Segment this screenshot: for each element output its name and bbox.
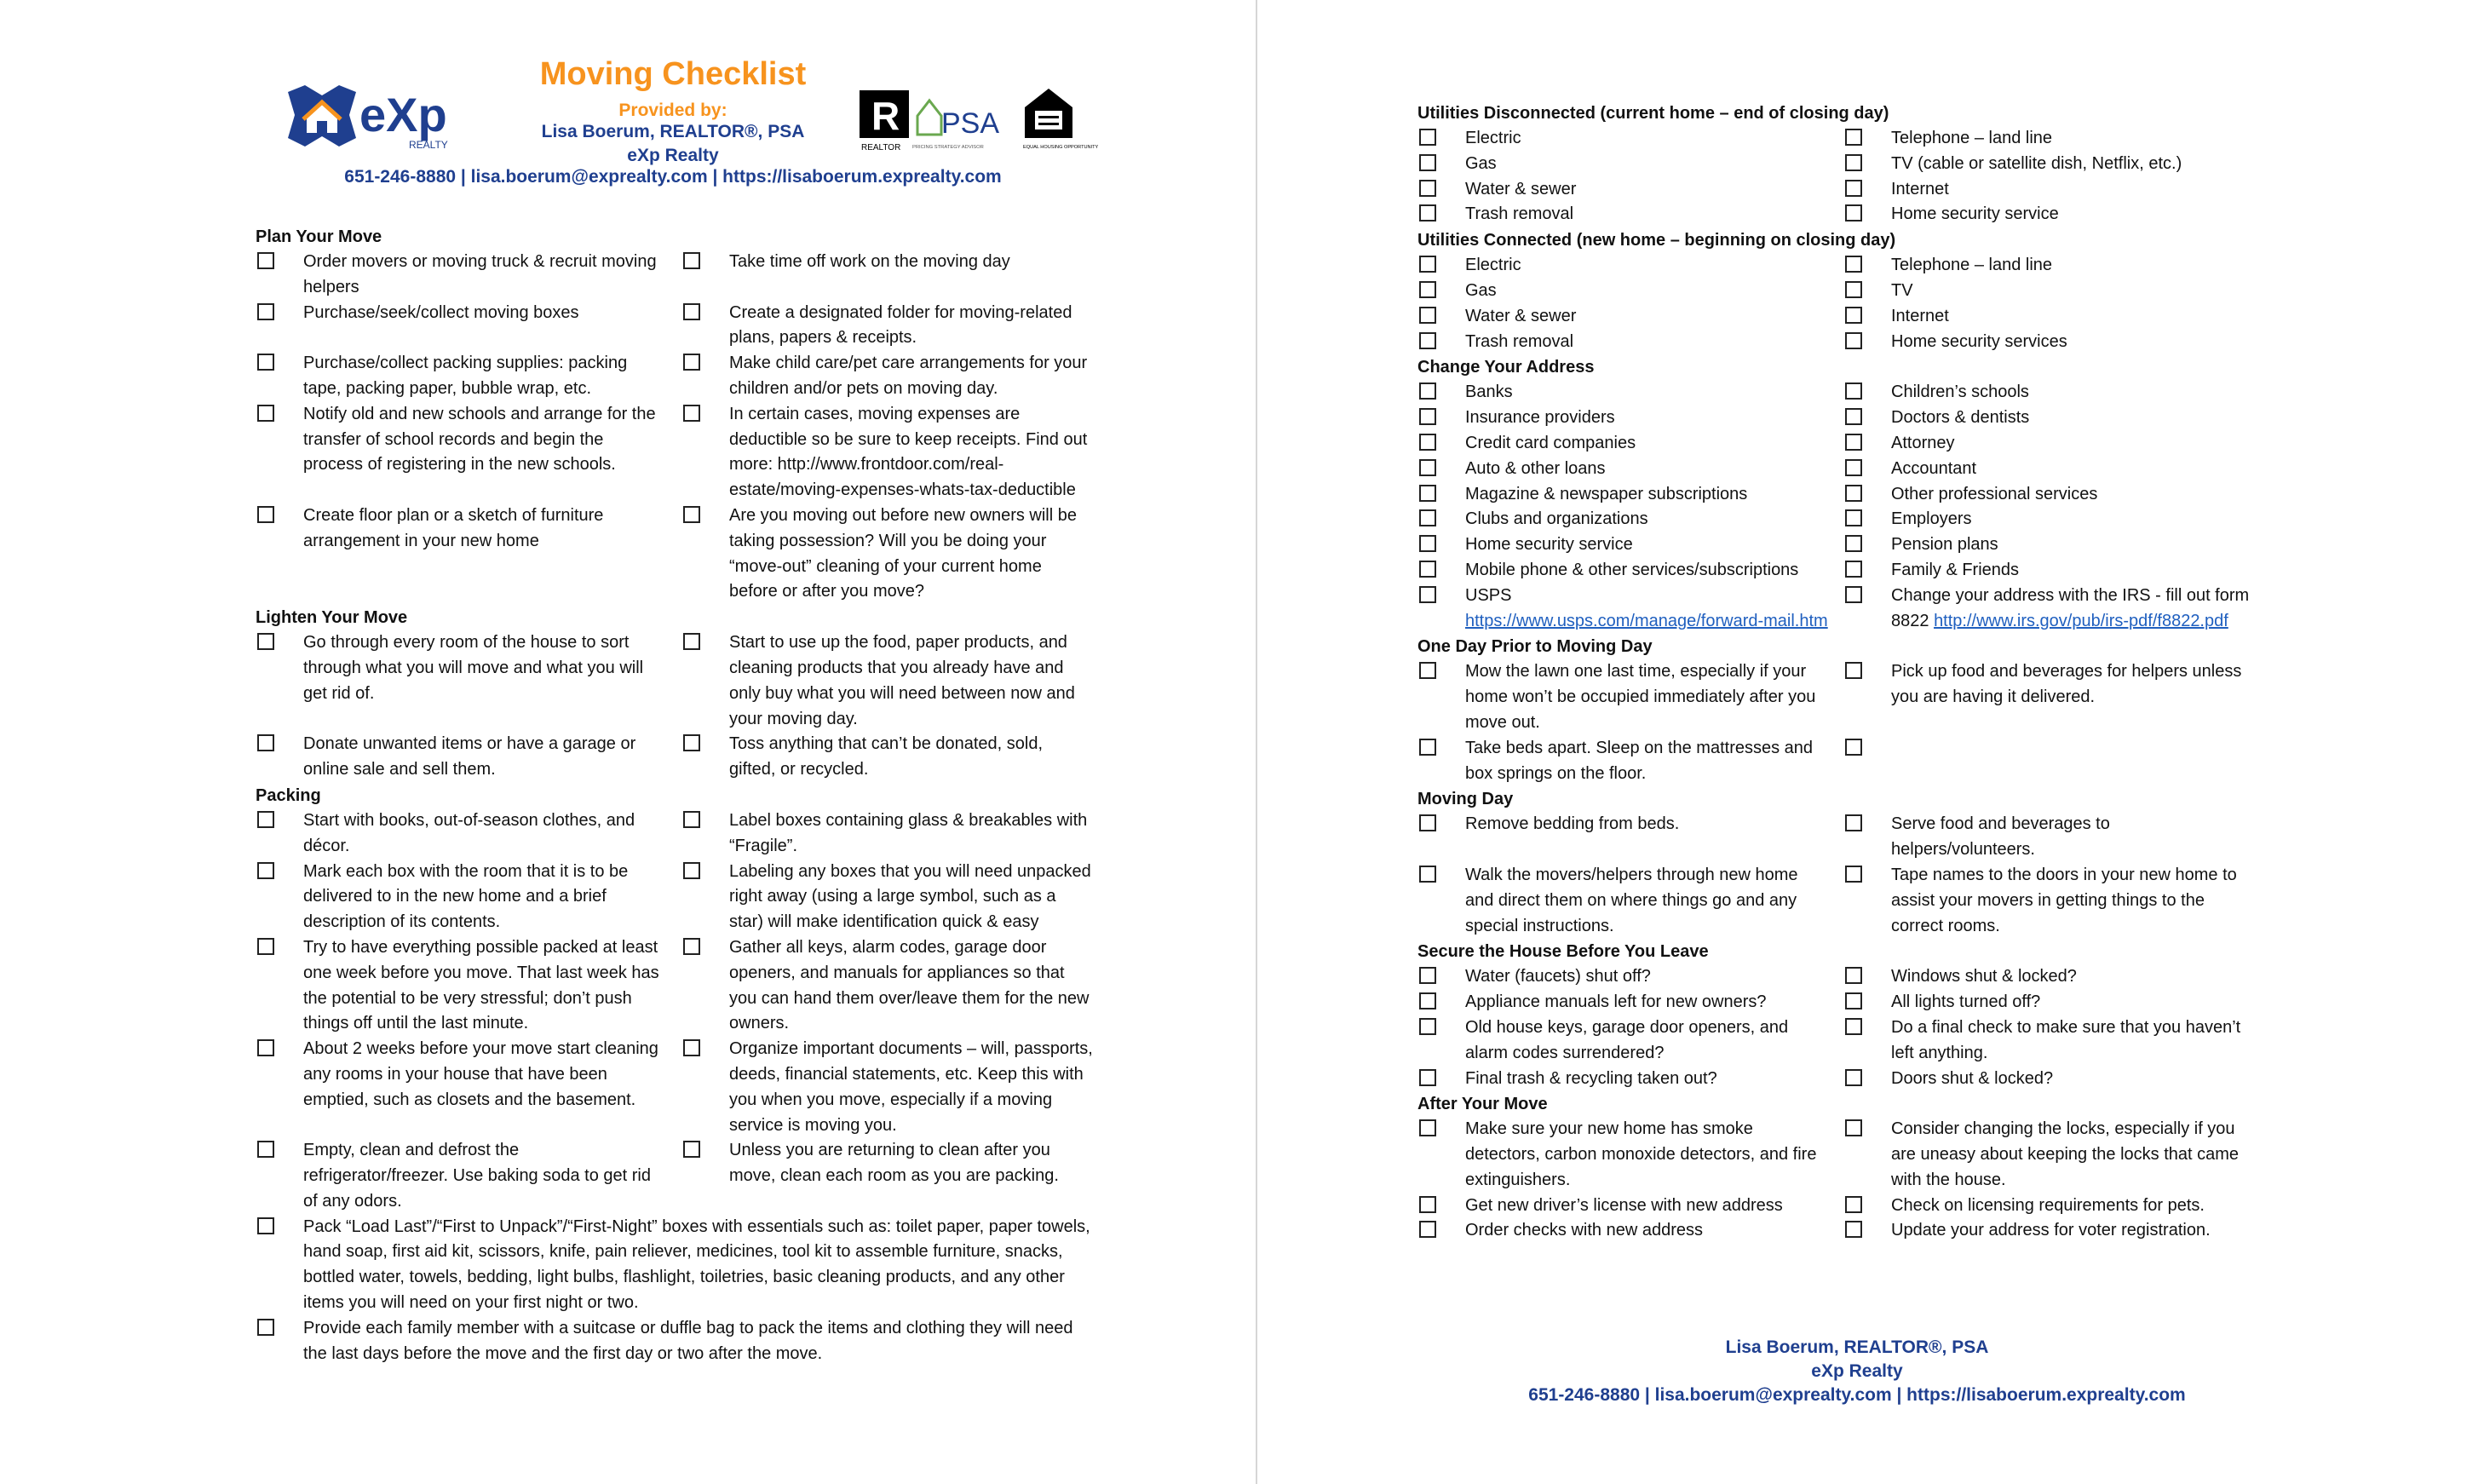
section-title: After Your Move <box>1417 1095 1548 1114</box>
item-text: Try to have everything possible packed at least one week before you move. That last week has the potential to be very stressful; don’t push things off until the last minute. <box>303 937 659 1033</box>
checkbox[interactable] <box>1845 129 1862 146</box>
item-text <box>1891 584 2269 635</box>
item-text: Check on licensing requirements for pets. <box>1891 1195 2205 1215</box>
item-text: Labeling any boxes that you will need unpacked right away (using a large symbol, such as a star) will make identification quick & easy <box>729 861 1091 932</box>
checklist-item <box>1417 507 1843 532</box>
checkbox[interactable] <box>683 354 700 371</box>
checkbox[interactable] <box>1845 204 1862 221</box>
realtor-badge-text: REALTOR <box>861 143 901 152</box>
checkbox[interactable] <box>683 506 700 523</box>
checklist-item <box>1843 279 2269 304</box>
checklist-item <box>1417 812 1843 863</box>
checkbox[interactable] <box>257 1217 274 1234</box>
checkbox[interactable] <box>1845 739 1862 756</box>
usps-label: USPS <box>1465 585 1512 605</box>
checkbox[interactable] <box>257 1141 274 1158</box>
checkbox[interactable] <box>1419 434 1436 451</box>
checklist-item <box>1417 990 1843 1015</box>
section-title: Plan Your Move <box>256 227 382 246</box>
irs-link[interactable]: http://www.irs.gov/pub/irs-pdf/f8822.pdf <box>1934 611 2228 630</box>
checklist-item <box>1417 1218 1843 1244</box>
exp-realty-logo <box>281 77 477 158</box>
checklist-item <box>1417 304 1843 330</box>
psa-house-icon <box>917 101 941 135</box>
checkbox[interactable] <box>1845 1196 1862 1213</box>
checkbox[interactable] <box>1419 1119 1436 1136</box>
page-divider <box>1256 0 1257 1484</box>
checklist-item <box>681 402 1107 503</box>
page-title: Moving Checklist <box>539 56 807 92</box>
checklist-item <box>1417 736 1843 787</box>
item-text: Gather all keys, alarm codes, garage door openers, and manuals for appliances so that you can hand them over/leave them for the new owners. <box>729 937 1090 1033</box>
item-text: Walk the movers/helpers through new home and direct them on where things go and any special instructions. <box>1465 865 1798 935</box>
usps-link[interactable]: https://www.usps.com/manage/forward-mail.htm <box>1465 611 1828 630</box>
contact-line: 651-246-8880 | lisa.boerum@exprealty.com | https://lisaboerum.exprealty.com <box>344 167 1002 187</box>
checkbox[interactable] <box>257 303 274 320</box>
checkbox[interactable] <box>257 354 274 371</box>
checkbox[interactable] <box>683 734 700 751</box>
checkbox[interactable] <box>1845 1069 1862 1086</box>
checkbox[interactable] <box>1419 332 1436 349</box>
checkbox[interactable] <box>1845 509 1862 526</box>
checklist-item <box>1843 532 2269 558</box>
checkbox[interactable] <box>1845 485 1862 502</box>
checkbox[interactable] <box>1845 1018 1862 1035</box>
checklist-item <box>1417 1194 1843 1219</box>
footer-contact-line: 651-246-8880 | lisa.boerum@exprealty.com | https://lisaboerum.exprealty.com <box>1528 1385 2186 1405</box>
checkbox[interactable] <box>1419 662 1436 679</box>
item-text: Other professional services <box>1891 484 2098 503</box>
section-grid <box>1417 1117 2269 1244</box>
checklist-item <box>1417 584 1843 635</box>
item-text: Unless you are returning to clean after you move, clean each room as you are packing. <box>729 1141 1059 1186</box>
section-grid <box>1417 126 2269 227</box>
item-text: Telephone – land line <box>1891 256 2053 275</box>
right-checklist <box>1417 101 2269 1244</box>
logo-text: eXp <box>359 88 447 141</box>
checkbox[interactable] <box>1419 459 1436 476</box>
item-text: Get new driver’s license with new address <box>1465 1195 1783 1215</box>
item-text: Children’s schools <box>1891 383 2029 402</box>
item-text: Notify old and new schools and arrange for the transfer of school records and begin the process of registering in the new schools. <box>303 404 656 475</box>
checkbox[interactable] <box>257 862 274 879</box>
checkbox[interactable] <box>1845 992 1862 1009</box>
section-grid <box>1417 380 2269 634</box>
checklist-item <box>1843 659 2269 735</box>
checkbox[interactable] <box>1419 1018 1436 1035</box>
checkbox[interactable] <box>1845 383 1862 400</box>
item-text: Update your address for voter registration. <box>1891 1221 2211 1240</box>
checklist-item <box>1417 964 1843 990</box>
item-text: TV <box>1891 280 1913 300</box>
checklist-item <box>1843 202 2269 227</box>
checklist-item <box>256 301 681 352</box>
item-text: Start with books, out-of-season clothes, and décor. <box>303 810 635 855</box>
checklist-item <box>1843 457 2269 482</box>
item-text: About 2 weeks before your move start cleaning any rooms in your house that have been emptied, such as closets and the basement. <box>303 1039 658 1109</box>
item-text: Take beds apart. Sleep on the mattresses and box springs on the floor. <box>1465 738 1814 783</box>
checklist-item <box>1843 990 2269 1015</box>
checklist-item <box>1843 1117 2269 1193</box>
item-text: Doctors & dentists <box>1891 408 2030 428</box>
item-text: Consider changing the locks, especially if you are uneasy about keeping the locks that came with the house. <box>1891 1119 2240 1189</box>
item-text: TV (cable or satellite dish, Netflix, etc.) <box>1891 153 2182 173</box>
checkbox[interactable] <box>257 1319 274 1336</box>
item-text: Purchase/seek/collect moving boxes <box>303 302 579 322</box>
checkbox[interactable] <box>683 252 700 269</box>
item-text: Home security service <box>1465 535 1633 555</box>
checklist-item <box>1843 406 2269 431</box>
checkbox[interactable] <box>683 633 700 650</box>
item-text: Internet <box>1891 306 1949 325</box>
checkbox[interactable] <box>1845 281 1862 298</box>
psa-badge-text: PSA <box>941 107 1000 140</box>
checkbox[interactable] <box>257 811 274 828</box>
checkbox[interactable] <box>1845 814 1862 831</box>
item-text: Remove bedding from beds. <box>1465 814 1680 834</box>
item-text: Empty, clean and defrost the refrigerator/freezer. Use baking soda to get rid of any odors. <box>303 1141 651 1211</box>
footer-agent-name: Lisa Boerum, REALTOR®, PSA <box>1725 1337 1989 1357</box>
checklist-item <box>1417 202 1843 227</box>
checkbox[interactable] <box>683 938 700 955</box>
checklist-item <box>1843 812 2269 863</box>
item-text: Water & sewer <box>1465 179 1577 198</box>
checklist-item <box>1843 1194 2269 1219</box>
item-text: Water & sewer <box>1465 306 1577 325</box>
checkbox[interactable] <box>1419 154 1436 171</box>
item-text: Organize important documents – will, passports, deeds, financial statements, etc. Keep this with you when you move, especially if a moving service is moving you. <box>729 1039 1093 1135</box>
checklist-item <box>256 935 681 1037</box>
section-title: Secure the House Before You Leave <box>1417 942 1709 962</box>
checklist-item <box>1843 126 2269 152</box>
item-text: Auto & other loans <box>1465 458 1606 478</box>
checklist-item <box>1417 126 1843 152</box>
checklist-item <box>1417 279 1843 304</box>
checklist-item <box>256 250 681 301</box>
checklist-item <box>1417 1015 1843 1067</box>
checklist-item <box>1843 736 2269 787</box>
item-text: Home security services <box>1891 331 2067 351</box>
checklist-item <box>1843 584 2269 635</box>
certification-badges <box>856 82 1099 152</box>
checklist-item <box>256 808 681 860</box>
item-text: Pick up food and beverages for helpers unless you are having it delivered. <box>1891 662 2242 707</box>
checklist-item <box>256 1215 1107 1316</box>
checklist-item <box>1417 1067 1843 1092</box>
checkbox[interactable] <box>257 1039 274 1056</box>
checkbox[interactable] <box>1419 992 1436 1009</box>
section-title: Packing <box>256 785 321 805</box>
checklist-item <box>1417 152 1843 177</box>
checklist-item <box>1843 1218 2269 1244</box>
checklist-item <box>256 732 681 783</box>
item-text: Attorney <box>1891 433 1955 452</box>
checklist-item <box>681 503 1107 605</box>
checklist-item <box>1843 177 2269 203</box>
item-text: Old house keys, garage door openers, and alarm codes surrendered? <box>1465 1017 1789 1062</box>
checkbox[interactable] <box>1419 535 1436 552</box>
item-text: Internet <box>1891 179 1949 198</box>
section-grid <box>256 630 1107 783</box>
provided-by-label: Provided by: <box>618 101 727 120</box>
checkbox[interactable] <box>1419 180 1436 197</box>
checklist-item <box>1843 558 2269 584</box>
item-text: Mobile phone & other services/subscriptions <box>1465 560 1799 579</box>
checkbox[interactable] <box>1845 307 1862 324</box>
checklist-item <box>1843 1067 2269 1092</box>
item-text: Insurance providers <box>1465 408 1615 428</box>
checklist-item <box>681 732 1107 783</box>
checklist-item <box>1417 457 1843 482</box>
checklist-item <box>1843 330 2269 355</box>
item-text: Mark each box with the room that it is to be delivered to in the new home and a brief description of its contents. <box>303 861 629 932</box>
section-grid <box>256 808 1107 1367</box>
checkbox[interactable] <box>257 633 274 650</box>
item-text: Donate unwanted items or have a garage or online sale and sell them. <box>303 734 636 779</box>
item-text: Provide each family member with a suitcase or duffle bag to pack the items and clothing they will need the last days before the move and the first day or two after the move. <box>303 1318 1073 1363</box>
checkbox[interactable] <box>1845 1119 1862 1136</box>
item-text: Tape names to the doors in your new home to assist your movers in getting things to the correct rooms. <box>1891 865 2237 935</box>
svg-text:R: R <box>871 94 900 138</box>
checklist-item <box>1843 1015 2269 1067</box>
checklist-item <box>256 503 681 605</box>
checklist-item <box>1843 304 2269 330</box>
item-text: Order movers or moving truck & recruit moving helpers <box>303 252 657 296</box>
checkbox[interactable] <box>683 405 700 422</box>
item-text: Pack “Load Last”/“First to Unpack”/“First-Night” boxes with essentials such as: toilet paper, paper towels, hand soap, first aid kit, scissors, knife, pain reliever, medicines, tool kit to assemble furniture, snacks, bottled water, towels, bedding, light bulbs, flashlight, toiletries, basic cleaning products, and any other items you will need on your first night or two. <box>303 1217 1090 1313</box>
item-text: Appliance manuals left for new owners? <box>1465 992 1767 1012</box>
checkbox[interactable] <box>1845 408 1862 425</box>
checkbox[interactable] <box>1845 866 1862 883</box>
item-text: Accountant <box>1891 458 1977 478</box>
checklist-item <box>681 935 1107 1037</box>
section-title: Utilities Connected (new home – beginning on closing day) <box>1417 231 1896 250</box>
checkbox[interactable] <box>1419 281 1436 298</box>
checklist-item <box>1417 482 1843 508</box>
checkbox[interactable] <box>1419 485 1436 502</box>
checklist-item <box>1417 532 1843 558</box>
checklist-item <box>1417 1117 1843 1193</box>
item-text: Magazine & newspaper subscriptions <box>1465 484 1748 503</box>
item-text: Pension plans <box>1891 535 1998 555</box>
checkbox[interactable] <box>1845 535 1862 552</box>
item-text: Purchase/collect packing supplies: packing tape, packing paper, bubble wrap, etc. <box>303 354 628 398</box>
item-text: Are you moving out before new owners will be taking possession? Will you be doing your “move-out” cleaning of your current home before or after you move? <box>729 505 1077 601</box>
item-text: Start to use up the food, paper products, and cleaning products that you already have and only buy what you will need between now and your moving day. <box>729 633 1075 728</box>
item-text: Telephone – land line <box>1891 129 2053 147</box>
checklist-item <box>681 860 1107 935</box>
checklist-item <box>681 301 1107 352</box>
item-text: Toss anything that can’t be donated, sold, gifted, or recycled. <box>729 734 1044 779</box>
item-text: Doors shut & locked? <box>1891 1068 2054 1088</box>
irs-text: Change your address with the IRS - fill out form 8822 <box>1891 585 2250 630</box>
item-text: Water (faucets) shut off? <box>1465 967 1651 986</box>
agent-company: eXp Realty <box>627 146 719 165</box>
checkbox[interactable] <box>1419 1196 1436 1213</box>
item-text: Gas <box>1465 280 1497 300</box>
checklist-item <box>681 351 1107 402</box>
item-text: Make sure your new home has smoke detectors, carbon monoxide detectors, and fire extinguishers. <box>1465 1119 1817 1189</box>
section-grid <box>1417 812 2269 939</box>
checklist-item <box>1417 330 1843 355</box>
section-grid <box>1417 964 2269 1091</box>
checkbox[interactable] <box>683 811 700 828</box>
checklist-item <box>1417 177 1843 203</box>
checklist-item <box>256 402 681 503</box>
section-title: Utilities Disconnected (current home – end of closing day) <box>1417 104 1889 123</box>
checklist-item <box>256 630 681 732</box>
checkbox[interactable] <box>1419 307 1436 324</box>
checklist-item <box>256 1037 681 1138</box>
item-text: Electric <box>1465 256 1521 275</box>
checklist-item <box>1843 253 2269 279</box>
item-text: Create floor plan or a sketch of furniture arrangement in your new home <box>303 505 604 550</box>
item-text: Clubs and organizations <box>1465 509 1648 529</box>
item-text: Take time off work on the moving day <box>729 252 1010 271</box>
checkbox[interactable] <box>1419 1069 1436 1086</box>
checklist-item <box>1843 964 2269 990</box>
checkbox[interactable] <box>1845 561 1862 578</box>
checkbox[interactable] <box>1845 586 1862 603</box>
checklist-item <box>1417 863 1843 939</box>
checkbox[interactable] <box>1419 586 1436 603</box>
checklist-item <box>256 1316 1107 1367</box>
item-text: Trash removal <box>1465 331 1574 351</box>
checkbox[interactable] <box>1845 459 1862 476</box>
checkbox[interactable] <box>257 506 274 523</box>
footer-company: eXp Realty <box>1811 1361 1903 1381</box>
item-text: Employers <box>1891 509 1972 529</box>
checkbox[interactable] <box>1419 561 1436 578</box>
checkbox[interactable] <box>1419 204 1436 221</box>
checklist-item <box>1843 482 2269 508</box>
item-text: Banks <box>1465 383 1513 402</box>
section-grid <box>1417 659 2269 786</box>
item-text: Gas <box>1465 153 1497 173</box>
psa-badge-subtext: PRICING STRATEGY ADVISOR <box>912 145 984 150</box>
checkbox[interactable] <box>257 405 274 422</box>
checklist-item <box>681 250 1107 301</box>
checkbox[interactable] <box>683 1039 700 1056</box>
checkbox[interactable] <box>683 303 700 320</box>
checklist-item <box>1843 863 2269 939</box>
checklist-item <box>681 1037 1107 1138</box>
checklist-item <box>1843 431 2269 457</box>
item-text: Credit card companies <box>1465 433 1636 452</box>
item-text: Go through every room of the house to sort through what you will move and what you will get rid of. <box>303 633 644 703</box>
checkbox[interactable] <box>257 252 274 269</box>
checkbox[interactable] <box>1845 332 1862 349</box>
checkbox[interactable] <box>257 734 274 751</box>
item-text: Do a final check to make sure that you haven’t left anything. <box>1891 1017 2241 1062</box>
item-text: Serve food and beverages to helpers/volunteers. <box>1891 814 2110 860</box>
checkbox[interactable] <box>1419 866 1436 883</box>
checklist-item <box>1417 406 1843 431</box>
checklist-item <box>256 1138 681 1214</box>
left-checklist <box>256 224 1107 1366</box>
checklist-item <box>1417 659 1843 735</box>
checklist-item <box>1417 380 1843 406</box>
checkbox[interactable] <box>1419 129 1436 146</box>
checkbox[interactable] <box>1419 256 1436 273</box>
checklist-item <box>681 808 1107 860</box>
checklist-item <box>1417 431 1843 457</box>
item-text: Windows shut & locked? <box>1891 967 2077 986</box>
logo-subtext: REALTY <box>409 139 448 151</box>
item-text: Create a designated folder for moving-related plans, papers & receipts. <box>729 302 1072 348</box>
item-text: All lights turned off? <box>1891 992 2041 1012</box>
checklist-item <box>1843 152 2269 177</box>
section-title: Moving Day <box>1417 790 1514 809</box>
item-text: Trash removal <box>1465 204 1574 224</box>
item-text: Mow the lawn one last time, especially if your home won’t be occupied immediately after you move out. <box>1465 662 1816 732</box>
checkbox[interactable] <box>1419 383 1436 400</box>
checkbox[interactable] <box>1845 180 1862 197</box>
item-text: In certain cases, moving expenses are deductible so be sure to keep receipts. Find out more: http://www.frontdoor.com/real-estate/moving-expenses-whats-tax-deductible <box>729 404 1088 500</box>
checkbox[interactable] <box>257 938 274 955</box>
checkbox[interactable] <box>1845 434 1862 451</box>
item-text: Final trash & recycling taken out? <box>1465 1068 1717 1088</box>
item-text: Make child care/pet care arrangements for your children and/or pets on moving day. <box>729 354 1088 398</box>
equal-housing-text: EQUAL HOUSING OPPORTUNITY <box>1023 145 1099 150</box>
checklist-item <box>256 860 681 935</box>
checklist-item <box>1843 507 2269 532</box>
item-text: Order checks with new address <box>1465 1221 1704 1240</box>
checkbox[interactable] <box>1845 1221 1862 1238</box>
item-text: Label boxes containing glass & breakables with “Fragile”. <box>729 810 1088 855</box>
checkbox[interactable] <box>1419 967 1436 984</box>
checklist-item <box>1417 558 1843 584</box>
checklist-item <box>681 1138 1107 1214</box>
item-text: Home security service <box>1891 204 2059 224</box>
item-text: Electric <box>1465 129 1521 147</box>
section-grid <box>256 250 1107 605</box>
checklist-item <box>681 630 1107 732</box>
checkbox[interactable] <box>1419 739 1436 756</box>
section-title: One Day Prior to Moving Day <box>1417 637 1653 657</box>
checkbox[interactable] <box>1845 662 1862 679</box>
section-grid <box>1417 253 2269 354</box>
checklist-item <box>256 351 681 402</box>
checklist-item <box>1843 380 2269 406</box>
section-title: Lighten Your Move <box>256 608 408 628</box>
checkbox[interactable] <box>1419 1221 1436 1238</box>
checklist-item <box>1417 253 1843 279</box>
checkbox[interactable] <box>1419 509 1436 526</box>
checkbox[interactable] <box>683 862 700 879</box>
agent-name: Lisa Boerum, REALTOR®, PSA <box>541 122 805 141</box>
section-title: Change Your Address <box>1417 358 1595 377</box>
checkbox[interactable] <box>1845 967 1862 984</box>
checkbox[interactable] <box>1845 154 1862 171</box>
item-text <box>1465 584 1843 635</box>
checkbox[interactable] <box>1419 408 1436 425</box>
checkbox[interactable] <box>1419 814 1436 831</box>
checkbox[interactable] <box>1845 256 1862 273</box>
item-text: Family & Friends <box>1891 560 2020 579</box>
checkbox[interactable] <box>683 1141 700 1158</box>
